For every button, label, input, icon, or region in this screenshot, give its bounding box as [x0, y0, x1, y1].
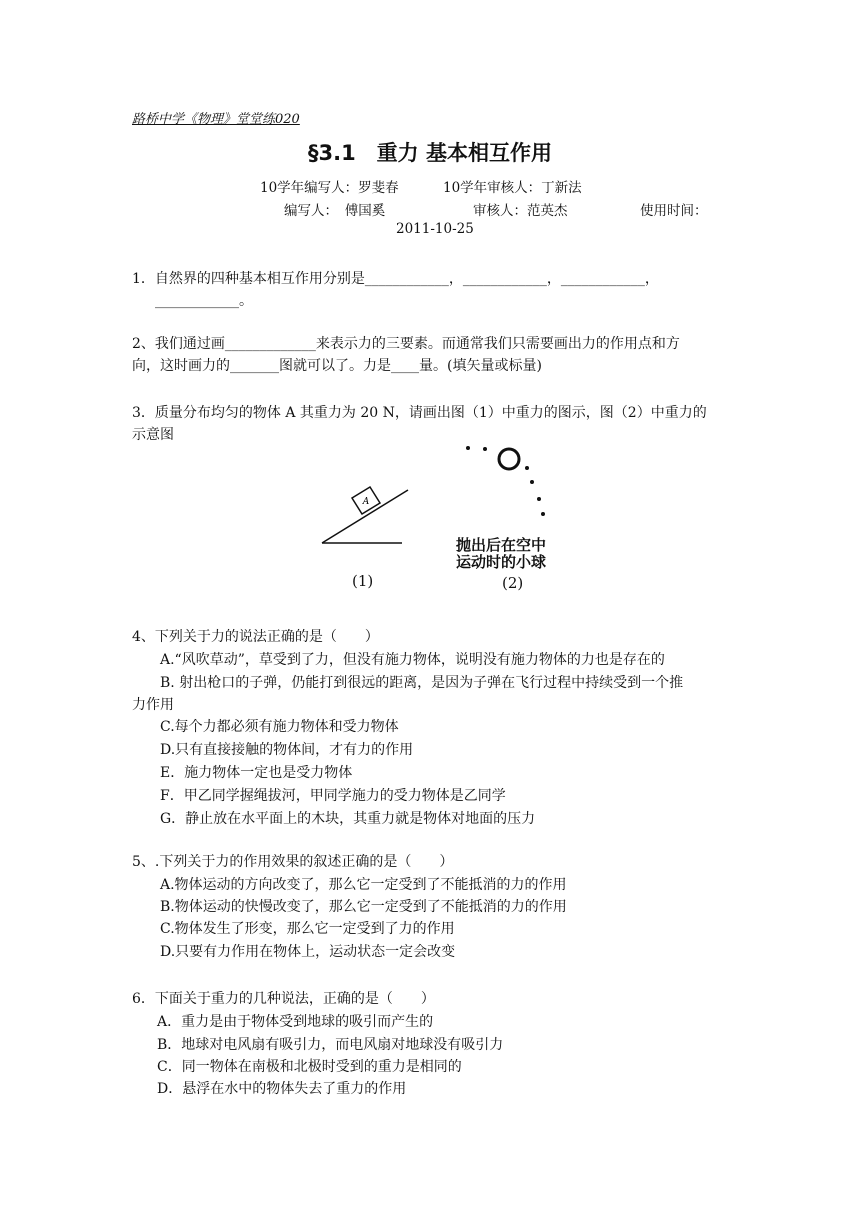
- q5-option-a: A.物体运动的方向改变了，那么它一定受到了不能抵消的力的作用: [160, 877, 567, 893]
- figure-2-label: (2): [502, 574, 524, 592]
- q4-option-d: D.只有直接接触的物体间，才有力的作用: [160, 742, 414, 758]
- block-a-label: A: [362, 497, 370, 507]
- ball-caption: [456, 537, 546, 571]
- q4-option-f: F．甲乙同学握绳拔河，甲同学施力的受力物体是乙同学: [160, 788, 506, 804]
- q6-option-c: C．同一物体在南极和北极时受到的重力是相同的: [157, 1059, 462, 1075]
- q5-option-d: D.只要有力作用在物体上，运动状态一定会改变: [160, 944, 456, 960]
- q3-line1: 3．质量分布均匀的物体 A 其重力为 20 N，请画出图（1）中重力的图示，图（2）中重力的: [132, 405, 707, 421]
- q3-line2: 示意图: [132, 427, 174, 443]
- meta-date: 2011-10-25: [396, 221, 474, 237]
- q6-option-b: B．地球对电风扇有吸引力，而电风扇对地球没有吸引力: [157, 1037, 504, 1053]
- q4-option-b: B. 射出枪口的子弹，仍能打到很远的距离，是因为子弹在飞行过程中持续受到一个推: [160, 675, 684, 691]
- q6-option-d: D．悬浮在水中的物体失去了重力的作用: [157, 1081, 407, 1097]
- q6-option-a: A．重力是由于物体受到地球的吸引而产生的: [157, 1014, 434, 1030]
- q4-option-b-cont: 力作用: [132, 697, 174, 713]
- ball-caption-line1: 抛出后在空中: [456, 536, 547, 554]
- meta-use-time: 使用时间：: [640, 203, 708, 219]
- figure-1-label: (1): [352, 572, 374, 590]
- ball-caption-line2: 运动时的小球: [456, 553, 547, 571]
- ball: [499, 449, 519, 469]
- q4-option-a: A.“风吹草动”，草受到了力，但没有施力物体，说明没有施力物体的力也是存在的: [160, 652, 665, 668]
- q4-option-c: C.每个力都必须有施力物体和受力物体: [160, 719, 399, 735]
- figure-area: [300, 440, 600, 600]
- q2-line2: 向，这时画力的_______图就可以了。力是____量。(填矢量或标量): [132, 358, 542, 374]
- q1-line1: 1．自然界的四种基本相互作用分别是____________，____________，____________，: [132, 271, 659, 287]
- q2-line1: 2、我们通过画_____________来表示力的三要素。而通常我们只需要画出力的作用点和方: [132, 336, 680, 352]
- q5-option-c: C.物体发生了形变，那么它一定受到了力的作用: [160, 921, 455, 937]
- q5-option-b: B.物体运动的快慢改变了，那么它一定受到了不能抵消的力的作用: [160, 899, 567, 915]
- meta-editor: 编写人： 傅国奚: [284, 203, 386, 219]
- q1-line2: ____________。: [155, 293, 253, 309]
- q4-stem: 4、下列关于力的说法正确的是（ ）: [132, 629, 379, 645]
- page-title: §3.1 重力 基本相互作用: [307, 141, 552, 165]
- q4-option-g: G．静止放在水平面上的木块，其重力就是物体对地面的压力: [160, 811, 536, 827]
- q4-option-e: E．施力物体一定也是受力物体: [160, 765, 353, 781]
- meta-reviewer: 审核人：范英杰: [473, 203, 568, 219]
- meta-reviewer-10: 10学年审核人：丁新法: [443, 180, 582, 196]
- q6-stem: 6．下面关于重力的几种说法，正确的是（ ）: [132, 991, 435, 1007]
- school-header: 路桥中学《物理》堂堂练020: [132, 112, 300, 127]
- meta-author-10: 10学年编写人：罗斐春: [260, 180, 399, 196]
- q5-stem: 5、.下列关于力的作用效果的叙述正确的是（ ）: [132, 854, 454, 870]
